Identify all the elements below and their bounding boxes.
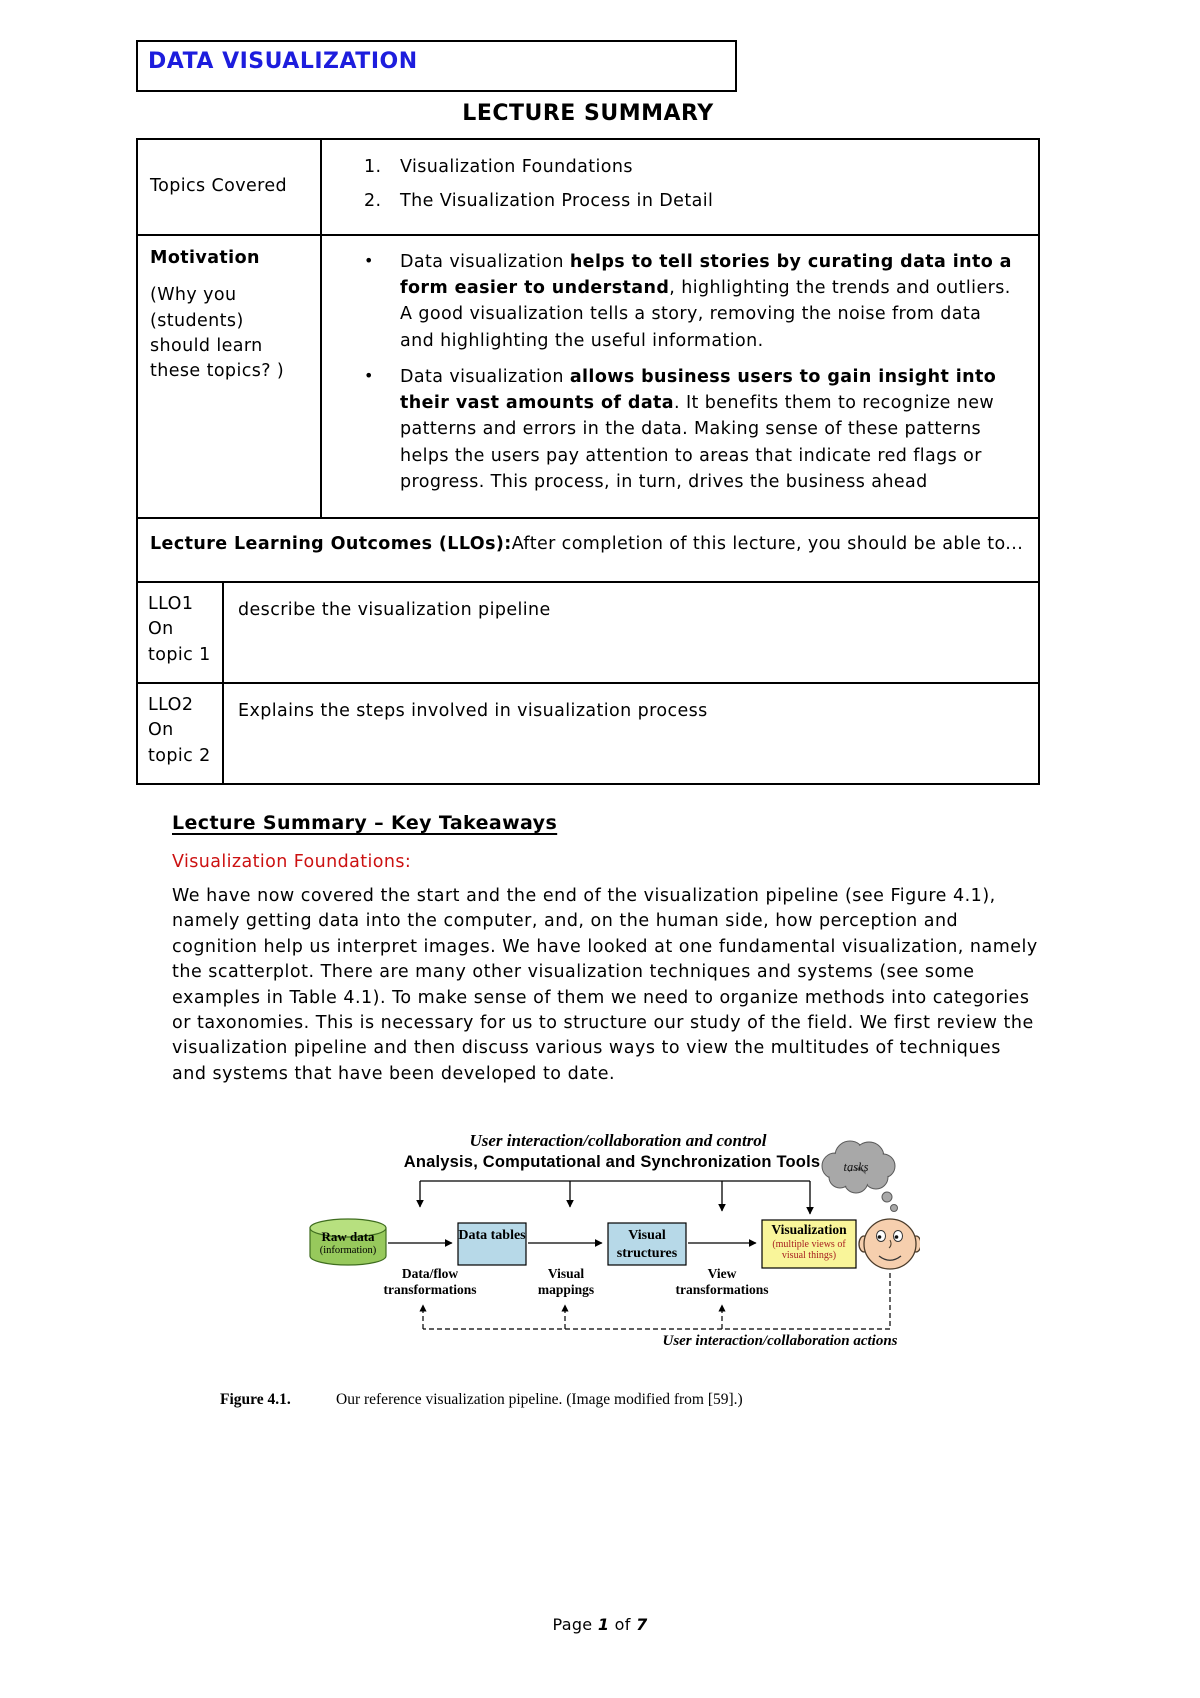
figure-top-label: User interaction/collaboration and control (469, 1131, 767, 1150)
page-number: 1 (597, 1615, 610, 1634)
topic-list (322, 140, 1038, 234)
visualization-title: Visualization (771, 1222, 847, 1237)
lecture-info-table (136, 138, 1040, 785)
control-arrows (420, 1181, 810, 1214)
llo-header-rest: After completion of this lecture, you should be able to... (511, 534, 1024, 554)
visual-structures-node: Visual structures (616, 1228, 678, 1261)
figure-caption-text: Our reference visualization pipeline. (Image modified from [59].) (336, 1391, 743, 1408)
tasks-cloud (822, 1141, 898, 1212)
visualization-node (762, 1222, 856, 1262)
motivation-bullet (364, 249, 1020, 354)
total-pages: 7 (636, 1615, 648, 1634)
topics-covered-label: Topics Covered (138, 140, 322, 234)
bottom-interaction-label: User interaction/collaboration actions (662, 1333, 898, 1349)
topic-text: The Visualization Process in Detail (400, 191, 714, 212)
raw-data-sub: (information) (319, 1245, 377, 1257)
llo-header-bold: Lecture Learning Outcomes (LLOs): (150, 534, 512, 554)
bullet-lead: Data visualization (400, 366, 570, 387)
llo-header-row (138, 519, 1038, 583)
tools-label: Analysis, Computational and Synchronization Tools (403, 1153, 821, 1171)
bullet-icon: • (364, 365, 374, 385)
tasks-cloud-label: tasks (843, 1160, 869, 1174)
llo-id-cell (138, 583, 224, 682)
topic-number: 1. (364, 157, 382, 177)
bullet-rest: . It benefits them to recognize new patterns and errors in the data. Making sense of these patterns helps the users pay attention to areas that indicate red flags or progress. This process, in turn, drives the business ahead (400, 393, 995, 492)
pipeline-figure (300, 1133, 920, 1365)
llo-description: describe the visualization pipeline (238, 600, 551, 620)
edge-label-dataflow: Data/flow transformations (383, 1266, 477, 1298)
figure-caption (220, 1391, 1040, 1409)
motivation-cell (138, 236, 322, 517)
lecture-summary-heading: LECTURE SUMMARY (462, 101, 714, 126)
bullet-text (400, 364, 1020, 495)
bullet-bold: allows business users to gain insight into their vast amounts of data (400, 366, 997, 413)
bullet-rest: , highlighting the trends and outliers. A good visualization tells a story, removing the noise from data and highlighting the useful information. (400, 278, 1011, 351)
document-title: DATA VISUALIZATION (148, 49, 418, 74)
bullet-text (400, 249, 1020, 354)
eye-right (894, 1231, 903, 1242)
llo-description: Explains the steps involved in visualization process (238, 701, 708, 721)
topics-row (138, 140, 1038, 236)
page-footer (0, 1615, 1200, 1634)
edge-label-visual-mappings: Visual mappings (537, 1266, 595, 1298)
motivation-sublabel: (Why you (students) should learn these topics? ) (150, 285, 285, 382)
visualization-sub: (multiple views of visual things) (772, 1238, 846, 1262)
footer-prefix: Page (552, 1615, 593, 1634)
user-face (859, 1219, 920, 1269)
footer-of: of (614, 1615, 631, 1634)
motivation-row (138, 236, 1038, 519)
bullet-bold: helps to tell stories by curating data into a form easier to understand (400, 251, 1012, 298)
summary-paragraph: We have now covered the start and the end of the visualization pipeline (see Figure 4.1), namely getting data into the computer, and, on the human side, how perception and cognition help us interpret images. We have looked at one fundamental visualization, namely the scatterplot. There are many other visualization techniques and systems (see some examples in Table 4.1). To make sense of them we need to organize methods into categories or taxonomies. This is necessary for us to structure our study of the field. We first review the visualization pipeline and then discuss various ways to view the multitudes of techniques and systems that have been developed to date. (172, 886, 1038, 1084)
llo-topic: On topic 1 (148, 619, 211, 665)
llo2-row (138, 684, 1038, 783)
bullet-lead: Data visualization (400, 251, 570, 272)
topic-item (364, 189, 1026, 214)
data-tables-node: Data tables (458, 1228, 526, 1243)
motivation-bullets (322, 236, 1038, 517)
raw-data-title: Raw data (321, 1229, 375, 1244)
llo-topic: On topic 2 (148, 720, 211, 766)
llo-header (138, 519, 1038, 581)
edge-label-view-transformations: View transformations (675, 1266, 769, 1298)
llo-id: LLO2 (148, 695, 194, 715)
feedback-dashed-arrows (423, 1273, 890, 1329)
motivation-bullet (364, 364, 1020, 495)
topic-item (364, 155, 1026, 180)
llo1-row (138, 583, 1038, 684)
raw-data-node (310, 1229, 386, 1257)
motivation-label: Motivation (150, 247, 260, 268)
title-box (136, 40, 737, 92)
llo-id: LLO1 (148, 594, 194, 614)
figure-caption-label: Figure 4.1. (220, 1391, 291, 1408)
llo-id-cell (138, 684, 224, 783)
section-subheading: Visualization Foundations: (172, 852, 412, 872)
eye-left (877, 1231, 886, 1242)
bullet-icon: • (364, 250, 374, 270)
key-takeaways-heading: Lecture Summary – Key Takeaways (172, 812, 558, 834)
topic-number: 2. (364, 191, 382, 212)
topic-text: Visualization Foundations (400, 157, 633, 177)
